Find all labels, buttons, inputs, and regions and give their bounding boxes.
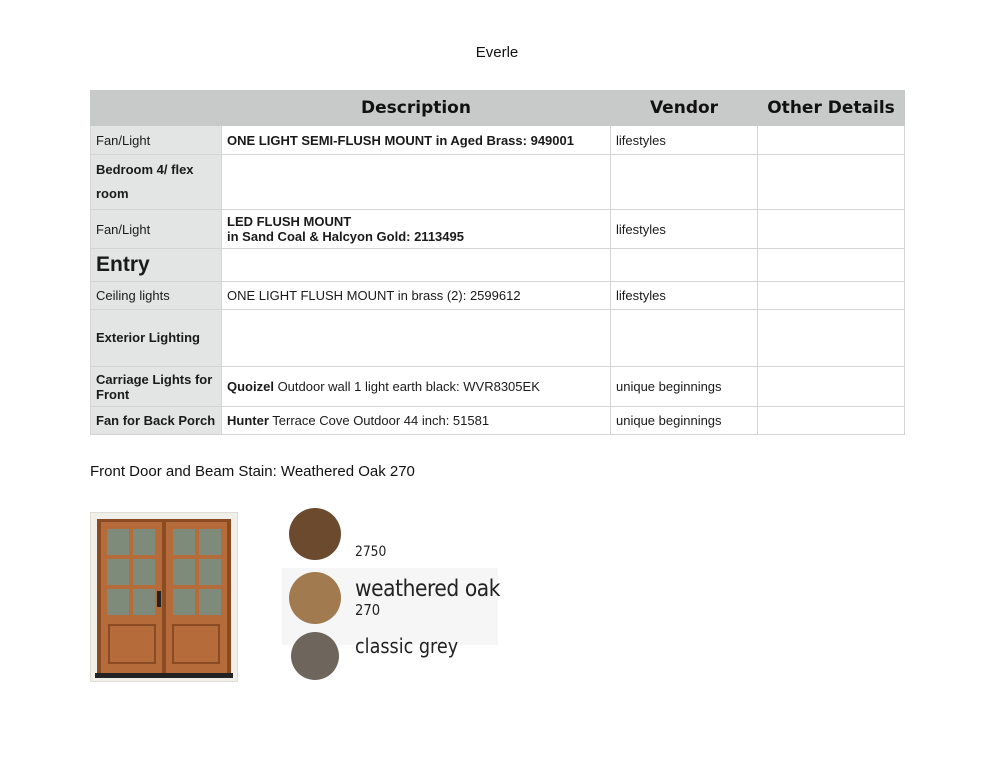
table-header-row — [91, 91, 905, 126]
section-bedroom-4: Bedroom 4/ flex room — [91, 155, 222, 210]
row-other — [758, 210, 905, 249]
door-threshold — [95, 673, 233, 678]
row-vendor: lifestyles — [611, 126, 758, 155]
section-row — [91, 249, 905, 282]
header-description: Description — [222, 91, 611, 126]
row-description — [222, 155, 611, 210]
row-other — [758, 407, 905, 435]
description-line-2: in Sand Coal & Halcyon Gold: 2113495 — [227, 229, 464, 244]
stain-swatch-chart — [282, 544, 501, 658]
header-other-details: Other Details — [758, 91, 905, 126]
row-other — [758, 310, 905, 367]
section-row — [91, 310, 905, 367]
brand-name: Hunter — [227, 413, 269, 428]
document-title: Everle — [475, 44, 519, 61]
swatch-circle-classic-grey — [291, 632, 339, 680]
row-description — [222, 310, 611, 367]
row-category: Fan/Light — [91, 210, 222, 249]
row-description — [222, 407, 611, 435]
header-category — [91, 91, 222, 126]
row-description — [222, 367, 611, 407]
row-other — [758, 282, 905, 310]
door-illustration — [91, 513, 237, 681]
table-row — [91, 126, 905, 155]
row-description: ONE LIGHT FLUSH MOUNT in brass (2): 2599612 — [222, 282, 611, 310]
row-category: Carriage Lights for Front — [91, 367, 222, 407]
section-exterior-lighting: Exterior Lighting — [91, 310, 222, 367]
row-category: Ceiling lights — [91, 282, 222, 310]
swatch-circle-2750 — [289, 508, 341, 560]
swatch-top-number: 2750 — [355, 544, 387, 560]
row-description — [222, 249, 611, 282]
fixtures-table — [90, 90, 905, 435]
row-description: ONE LIGHT SEMI-FLUSH MOUNT in Aged Brass: 949001 — [222, 126, 611, 155]
row-other — [758, 249, 905, 282]
description-text: Terrace Cove Outdoor 44 inch: 51581 — [268, 413, 490, 428]
table-row — [91, 210, 905, 249]
row-vendor — [611, 155, 758, 210]
swatch-bottom-name: classic grey — [355, 634, 459, 658]
row-vendor: unique beginnings — [611, 367, 758, 407]
swatch-name: weathered oak — [355, 576, 501, 602]
row-vendor: unique beginnings — [611, 407, 758, 435]
header-vendor: Vendor — [611, 91, 758, 126]
table-row — [91, 407, 905, 435]
table-row — [91, 282, 905, 310]
row-other — [758, 126, 905, 155]
row-category: Fan/Light — [91, 126, 222, 155]
table-row — [91, 367, 905, 407]
row-vendor: lifestyles — [611, 210, 758, 249]
section-row — [91, 155, 905, 210]
description-text: Outdoor wall 1 light earth black: WVR8305EK — [273, 379, 540, 394]
row-other — [758, 367, 905, 407]
row-other — [758, 155, 905, 210]
row-description — [222, 210, 611, 249]
brand-name: Quoizel — [227, 379, 274, 394]
front-door-photo — [90, 512, 238, 682]
row-vendor — [611, 310, 758, 367]
section-entry: Entry — [91, 249, 222, 282]
row-vendor: lifestyles — [611, 282, 758, 310]
swatch-number: 270 — [355, 601, 381, 619]
row-vendor — [611, 249, 758, 282]
description-line-1: LED FLUSH MOUNT — [227, 214, 352, 229]
row-category: Fan for Back Porch — [91, 407, 222, 435]
swatch-circle-weathered-oak — [289, 572, 341, 624]
stain-caption: Front Door and Beam Stain: Weathered Oak 270 — [90, 463, 415, 480]
door-handle — [157, 591, 161, 607]
